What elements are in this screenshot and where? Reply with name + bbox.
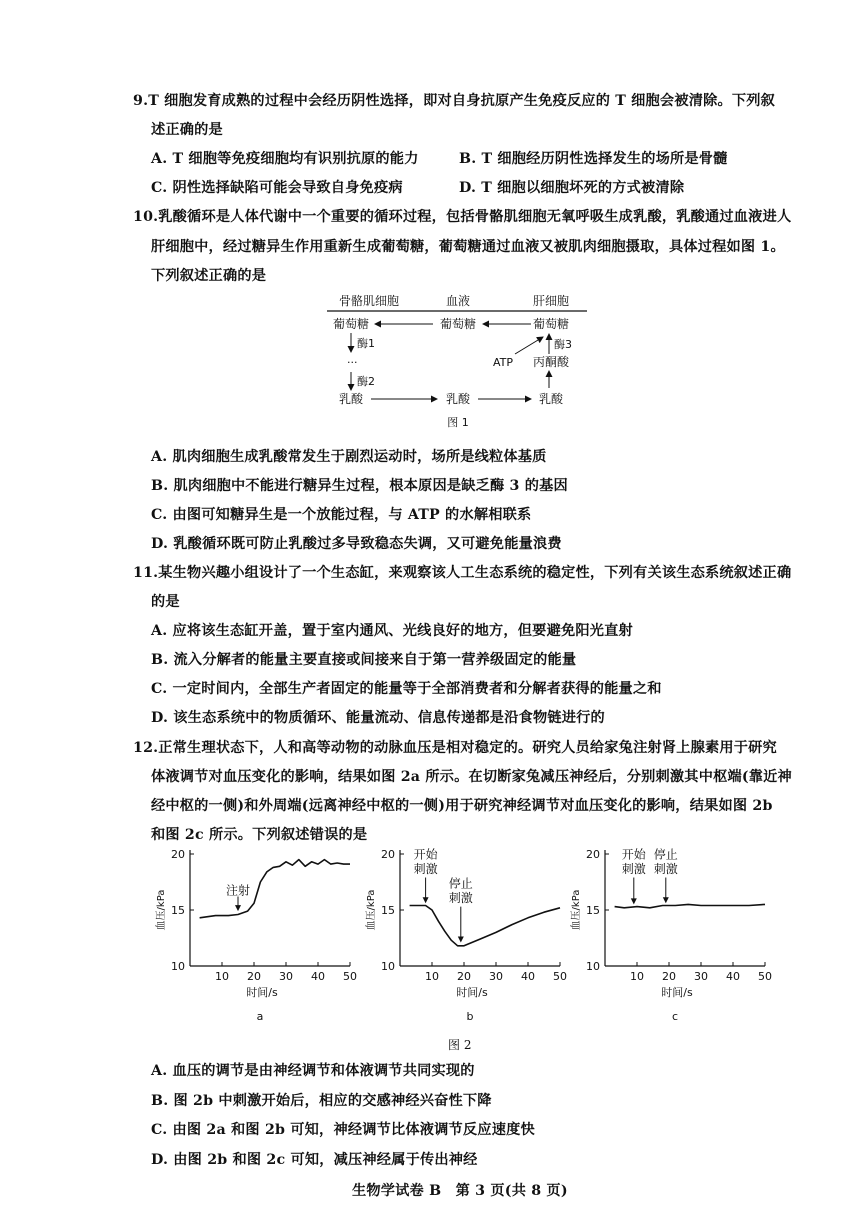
annotation-start-1: 开始: [413, 847, 438, 862]
fig1-glucose-muscle: 葡萄糖: [332, 317, 370, 331]
fig1-pyruvate: 丙酮酸: [532, 355, 570, 369]
y-tick-label: 20: [381, 848, 395, 861]
q12-stem-line3: 经中枢的一侧)和外周端(远离神经中枢的一侧)用于研究神经调节对血压变化的影响，结果如图 2b: [151, 798, 773, 814]
q9-stem-line1: 9.T 细胞发育成熟的过程中会经历阴性选择，即对自身抗原产生免疫反应的 T 细胞会被清除。下列叙: [133, 93, 776, 109]
panel-label: b: [466, 1010, 474, 1020]
q12-stem-line4: 和图 2c 所示。下列叙述错误的是: [151, 827, 368, 843]
annotation-stop-1: 停止: [448, 876, 473, 891]
fig1-col-blood: 血液: [445, 294, 471, 308]
annotation-stop-2: 刺激: [448, 891, 473, 906]
x-tick-label: 50: [553, 970, 567, 983]
blood-pressure-series: [410, 906, 560, 946]
q11-option-d: D. 该生态系统中的物质循环、能量流动、信息传递都是沿食物链进行的: [151, 710, 605, 726]
fig1-enzyme3: 酶3: [554, 338, 572, 351]
x-tick-label: 50: [343, 970, 357, 983]
q11-option-a: A. 应将该生态缸开盖，置于室内通风、光线良好的地方，但要避免阳光直射: [151, 623, 633, 639]
x-tick-label: 30: [279, 970, 293, 983]
q12-option-b: B. 图 2b 中刺激开始后，相应的交感神经兴奋性下降: [151, 1093, 492, 1109]
x-tick-label: 40: [521, 970, 535, 983]
q10-stem-line1: 10.乳酸循环是人体代谢中一个重要的循环过程，包括骨骼肌细胞无氧呼吸生成乳酸，乳酸通过血液进人: [133, 209, 792, 225]
y-tick-label: 10: [171, 960, 185, 973]
annotation-stop-arrow-head: [458, 936, 464, 942]
q9-option-d: D. T 细胞以细胞坏死的方式被清除: [459, 180, 685, 196]
y-axis-label: 血压/kPa: [156, 889, 167, 931]
fig1-dots: ···: [347, 356, 358, 369]
panel-label: a: [256, 1010, 264, 1020]
q10-option-d: D. 乳酸循环既可防止乳酸过多导致稳态失调，又可避免能量浪费: [151, 536, 562, 552]
x-axis-label: 时间/s: [456, 986, 488, 999]
figure-2b-chart: [360, 840, 575, 1020]
page-footer: 生物学试卷 B 第 3 页(共 8 页): [352, 1183, 568, 1199]
x-tick-label: 30: [489, 970, 503, 983]
x-tick-label: 10: [425, 970, 439, 983]
q11-stem-line1: 11.某生物兴趣小组设计了一个生态缸，来观察该人工生态系统的稳定性，下列有关该生态系统叙述正确: [133, 565, 792, 581]
q12-option-a: A. 血压的调节是由神经调节和体液调节共同实现的: [151, 1063, 475, 1079]
x-tick-label: 40: [311, 970, 325, 983]
fig2-caption: 图 2: [448, 1038, 472, 1052]
x-tick-label: 20: [457, 970, 471, 983]
q12-stem-line2: 体液调节对血压变化的影响，结果如图 2a 所示。在切断家兔减压神经后，分别刺激其中枢端(靠近神: [151, 769, 792, 785]
q10-option-a: A. 肌肉细胞生成乳酸常发生于剧烈运动时，场所是线粒体基质: [151, 449, 547, 465]
x-tick-label: 30: [694, 970, 708, 983]
figure-1-lactate-cycle: [325, 290, 590, 430]
q10-stem-line2: 肝细胞中，经过糖异生作用重新生成葡萄糖，葡萄糖通过血液又被肌肉细胞摄取，具体过程如图 1。: [151, 239, 785, 255]
y-tick-label: 20: [586, 848, 600, 861]
fig1-lactate-liver: 乳酸: [538, 392, 564, 406]
blood-pressure-series: [200, 860, 350, 918]
q12-stem-line1: 12.正常生理状态下，人和高等动物的动脉血压是相对稳定的。研究人员给家兔注射肾上腺素用于研究: [133, 740, 777, 756]
q9-option-c: C. 阴性选择缺陷可能会导致自身免疫病: [151, 180, 403, 196]
q9-stem-line2: 述正确的是: [151, 122, 223, 138]
annotation-stop-arrow-head: [663, 897, 669, 903]
q11-stem-line2: 的是: [151, 594, 180, 610]
annotation-injection: 注射: [225, 883, 251, 898]
q9-option-a: A. T 细胞等免疫细胞均有识别抗原的能力: [151, 151, 419, 167]
panel-label: c: [671, 1010, 679, 1020]
fig1-col-muscle: 骨骼肌细胞: [338, 294, 400, 308]
fig1-col-liver: 肝细胞: [532, 294, 570, 308]
fig1-lactate-muscle: 乳酸: [338, 392, 364, 406]
q10-stem-line3: 下列叙述正确的是: [151, 268, 267, 284]
y-axis-label: 血压/kPa: [366, 889, 377, 931]
q12-option-d: D. 由图 2b 和图 2c 可知，减压神经属于传出神经: [151, 1152, 478, 1168]
fig1-enzyme2: 酶2: [357, 375, 375, 388]
figure-2a-chart: [150, 840, 365, 1020]
x-axis-label: 时间/s: [661, 986, 693, 999]
y-tick-label: 15: [171, 904, 185, 917]
x-tick-label: 20: [247, 970, 261, 983]
y-axis-label: 血压/kPa: [571, 889, 582, 931]
fig1-arrow-atp: [515, 337, 543, 354]
annotation-start-2: 刺激: [413, 862, 438, 877]
annotation-start-2: 刺激: [621, 862, 646, 877]
q10-option-b: B. 肌肉细胞中不能进行糖异生过程，根本原因是缺乏酶 3 的基因: [151, 478, 568, 494]
q11-option-c: C. 一定时间内，全部生产者固定的能量等于全部消费者和分解者获得的能量之和: [151, 681, 662, 697]
x-tick-label: 10: [215, 970, 229, 983]
x-tick-label: 10: [630, 970, 644, 983]
x-tick-label: 50: [758, 970, 772, 983]
y-tick-label: 10: [586, 960, 600, 973]
fig1-lactate-blood: 乳酸: [445, 392, 471, 406]
x-tick-label: 40: [726, 970, 740, 983]
q9-option-b: B. T 细胞经历阴性选择发生的场所是骨髓: [459, 151, 728, 167]
q12-option-c: C. 由图 2a 和图 2b 可知，神经调节比体液调节反应速度快: [151, 1122, 535, 1138]
fig1-atp: ATP: [493, 356, 514, 369]
fig1-caption: 图 1: [447, 416, 469, 429]
q10-option-c: C. 由图可知糖异生是一个放能过程，与 ATP 的水解相联系: [151, 507, 532, 523]
annotation-stop-2: 刺激: [653, 862, 678, 877]
annotation-injection-arrow-head: [235, 905, 241, 911]
fig1-glucose-blood: 葡萄糖: [439, 317, 477, 331]
annotation-start-arrow-head: [423, 897, 429, 903]
y-tick-label: 10: [381, 960, 395, 973]
fig1-glucose-liver: 葡萄糖: [532, 317, 570, 331]
q11-option-b: B. 流入分解者的能量主要直接或间接来自于第一营养级固定的能量: [151, 652, 577, 668]
annotation-stop-1: 停止: [653, 847, 678, 862]
annotation-start-1: 开始: [621, 847, 646, 862]
figure-2c-chart: [565, 840, 780, 1020]
y-tick-label: 15: [381, 904, 395, 917]
blood-pressure-series: [615, 904, 765, 907]
y-tick-label: 20: [171, 848, 185, 861]
y-tick-label: 15: [586, 904, 600, 917]
annotation-start-arrow-head: [631, 898, 637, 904]
fig1-enzyme1: 酶1: [357, 337, 375, 350]
x-axis-label: 时间/s: [246, 986, 278, 999]
x-tick-label: 20: [662, 970, 676, 983]
